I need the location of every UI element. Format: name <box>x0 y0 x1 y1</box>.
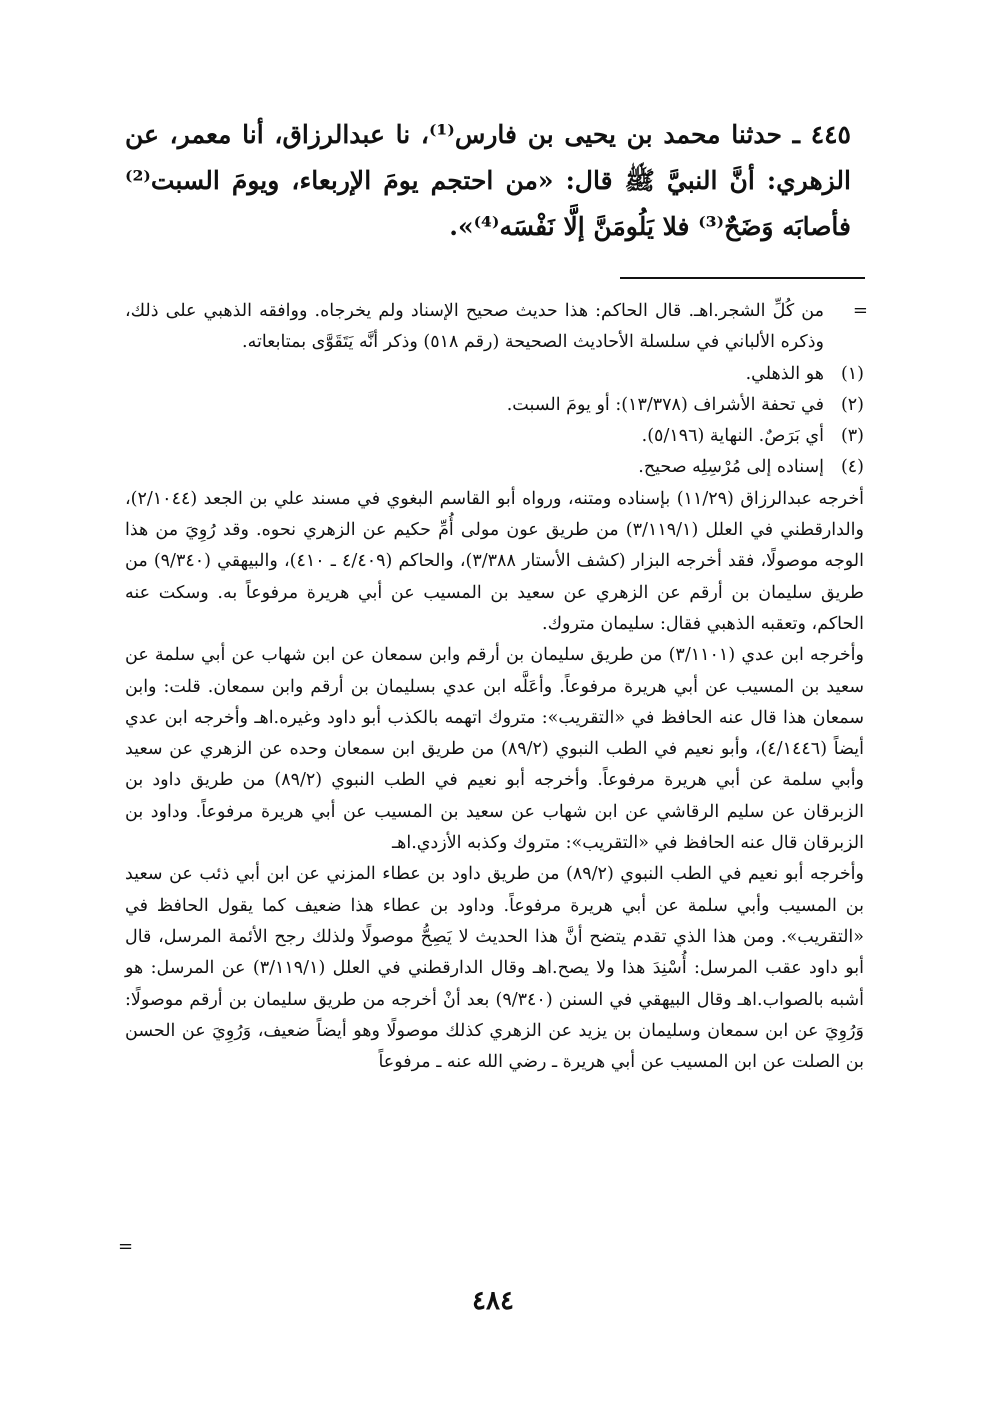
hadith-number: ٤٤٥ <box>810 120 851 149</box>
footnote-3: (٣) أي بَرَصٌ. النهاية (٥/١٩٦). <box>641 426 864 447</box>
footnote-paragraph: وأخرجه ابن عدي (٣/١١٠١) من طريق سليمان بن أرقم وابن سمعان عن ابن شهاب عن أبي سلمة عن سعيد بن المسيب عن أبي هريرة مرفوعاً. وأعَلَّه ابن عدي بسليمان بن أرقم وابن سمعان. قلت: وابن سمعان هذا قال عنه الحافظ في «التقريب»: متروك اتهمه بالكذب أبو داود وغيره.اهـ وأخرجه ابن عدي أيضاً (٤/١٤٤٦)، وأبو نعيم في الطب النبوي (٨٩/٢) من طريق ابن سمعان وحده عن الزهري عن سعيد وأبي سلمة عن أبي هريرة مرفوعاً. وأخرجه أبو نعيم في الطب النبوي (٨٩/٢) من طريق داود بن الزبرقان عن سليم الرقاشي عن ابن شهاب عن سعيد بن المسيب عن أبي هريرة مرفوعاً. وداود بن الزبرقان قال عنه الحافظ في «التقريب»: متروك وكذبه الأزدي.اهـ <box>125 645 865 854</box>
footnote-paragraph: أخرجه عبدالرزاق (١١/٢٩) بإسناده ومتنه، ورواه أبو القاسم البغوي في مسند علي بن الجعد (٢/١٠٤٤)، والدارقطني في العلل (٣/١١٩/١) من طريق عون مولى أُمِّ حكيم عن الزهري نحوه. وقد رُوِيَ من هذا الوجه موصولًا، فقد أخرجه البزار (كشف الأستار ٣/٣٨٨)، والحاكم (٤/٤٠٩ ـ ٤١٠)، والبيهقي (٩/٣٤٠) من طريق سليمان بن أرقم عن الزهري عن سعيد بن المسيب عن أبي هريرة مرفوعاً به. وسكت عنه الحاكم، وتعقبه الذهبي فقال: سليمان متروك. <box>125 488 864 634</box>
footnote-2: (٢) في تحفة الأشراف (١٣/٣٧٨): أو يومَ السبت. <box>506 394 864 415</box>
footnotes <box>125 296 864 1078</box>
footnote-continuation: من كُلِّ الشجر.اهـ. قال الحاكم: هذا حديث صحيح الإسناد ولم يخرجاه. ووافقه الذهبي على ذلك، وذكره الألباني في سلسلة الأحاديث الصحيحة (رقم ٥١٨) وذكر أنَّه يَتَقَوَّى بمتابعاته. <box>125 301 824 353</box>
footnote-4-body <box>125 484 864 1079</box>
footnote-1: (١) هو الذهلي. <box>745 363 864 384</box>
hadith-body: ـ حدثنا محمد بن يحيى بن فارس⁽¹⁾، نا عبدالرزاق، أنا معمر، عن الزهري: أنَّ النبيَّ ﷺ قال: «من احتجم يومَ الإربعاء، ويومَ السبت⁽²⁾ فأصابَه وَضَحٌ⁽³⁾ فلا يَلُومَنَّ إلَّا نَفْسَه⁽⁴⁾». <box>125 120 851 241</box>
footnote-separator <box>620 277 865 279</box>
footnote-4: (٤) إسناده إلى مُرْسِلِه صحيح. <box>638 457 864 478</box>
hadith-text <box>125 112 851 250</box>
footnote-paragraph: وأخرجه أبو نعيم في الطب النبوي (٨٩/٢) من طريق داود بن عطاء المزني عن ابن أبي ذئب عن سعيد بن المسيب وأبي سلمة عن أبي هريرة مرفوعاً. وداود بن عطاء هذا ضعيف كما يقول الحافظ في «التقريب». ومن هذا الذي تقدم يتضح أنَّ هذا الحديث لا يَصِحُّ موصولًا ولذلك رجح الأئمة المرسل، قال أبو داود عقب المرسل: أُسْنِدَ هذا ولا يصح.اهـ وقال الدارقطني في العلل (٣/١١٩/١) عن المرسل: هو أشبه بالصواب.اهـ وقال البيهقي في السنن (٩/٣٤٠) بعد أنْ أخرجه من طريق سليمان بن أرقم موصولًا: وَرُوِيَ عن ابن سمعان وسليمان بن يزيد عن الزهري كذلك موصولًا وهو أيضاً ضعيف، وَرُوِيَ عن الحسن بن الصلت عن ابن المسيب عن أبي هريرة ـ رضي الله عنه ـ مرفوعاً <box>125 864 864 1073</box>
page-number: ٤٨٤ <box>472 1286 514 1316</box>
continuation-mark: = <box>852 300 868 321</box>
trailing-mark: = <box>118 1236 134 1257</box>
